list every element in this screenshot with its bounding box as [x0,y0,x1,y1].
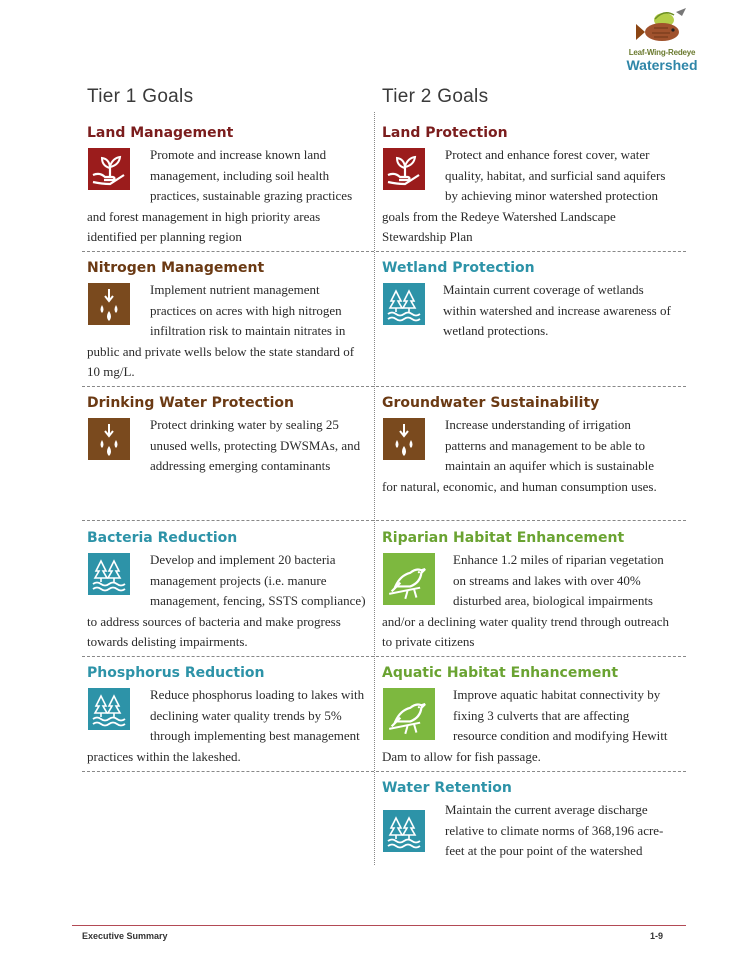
goal-text: Reduce phosphorus loading to lakes with declining water quality trends by 5% through implementing best management practices within the lakeshed. [87,687,365,764]
column-divider [374,112,375,865]
hand-plant-icon [383,148,425,190]
bird-branch-icon [383,688,435,740]
footer-section-label: Executive Summary [82,931,168,941]
tier2-heading: Tier 2 Goals [382,86,489,107]
goal-land-management [87,124,369,248]
goal-text: Maintain the current average discharge relative to climate norms of 368,196 acre-feet at the pour point of the watershed [445,802,664,859]
goal-text: Develop and implement 20 bacteria management projects (i.e. manure management, fencing, SSTS compliance) to address sources of bacteria and make progress towards delisting impairments. [87,552,366,650]
goal-nitrogen-management [87,259,369,383]
goal-groundwater-sustainability [382,394,672,497]
goal-phosphorus-reduction [87,664,369,767]
goal-title: Aquatic Habitat Enhancement [382,665,619,681]
trees-water-icon [383,810,425,852]
divider [376,771,686,772]
goal-drinking-water-protection [87,394,369,477]
goal-riparian-habitat-enhancement [382,529,672,653]
hand-plant-icon [88,148,130,190]
goal-text: Increase understanding of irrigation patterns and management to be able to maintain an aquifer which is sustainable for natural, economic, and human consumption uses. [382,417,657,494]
logo-line2: Watershed [626,57,698,73]
goal-title: Phosphorus Reduction [87,665,265,681]
trees-water-icon [383,283,425,325]
goal-title: Wetland Protection [382,260,535,276]
logo-line1: Leaf-Wing-Redeye [628,48,696,57]
page-number: 1-9 [650,931,664,941]
goal-land-protection [382,124,672,248]
tier1-heading: Tier 1 Goals [87,86,194,107]
goal-text: Enhance 1.2 miles of riparian vegetation on streams and lakes with over 40% disturbed area, biological impairments and/or a declining water quality trend through outreach to private citizens [382,552,669,650]
water-drops-icon [88,283,130,325]
watershed-logo [626,4,698,74]
goal-title: Land Protection [382,125,508,141]
divider [376,520,686,521]
trees-water-icon [88,553,130,595]
goal-title: Nitrogen Management [87,260,265,276]
goal-title: Land Management [87,125,234,141]
fish-leaf-bird-logo-icon [634,6,690,48]
goal-text: Improve aquatic habitat connectivity by fixing 3 culverts that are affecting resource condition and modifying Hewitt Dam to allow for fish passage. [382,687,668,764]
divider [376,251,686,252]
bird-branch-icon [383,553,435,605]
water-drops-icon [88,418,130,460]
goal-title: Water Retention [382,780,512,796]
goal-text: Maintain current coverage of wetlands within watershed and increase awareness of wetland protections. [443,282,671,339]
goal-title: Drinking Water Protection [87,395,294,411]
divider [376,386,686,387]
divider [82,386,374,387]
goal-wetland-protection [382,259,672,342]
goal-bacteria-reduction [87,529,369,653]
goal-text: Protect drinking water by sealing 25 unused wells, protecting DWSMAs, and addressing emerging contaminants [150,417,361,474]
divider [82,520,374,521]
goal-title: Bacteria Reduction [87,530,238,546]
goal-aquatic-habitat-enhancement [382,664,672,767]
footer-rule [72,925,686,926]
goal-text: Protect and enhance forest cover, water quality, habitat, and surficial sand aquifers by achieving minor watershed protection goals from the Redeye Watershed Landscape Stewardship Plan [382,147,666,245]
trees-water-icon [88,688,130,730]
divider [82,656,374,657]
goal-title: Groundwater Sustainability [382,395,600,411]
divider [376,656,686,657]
goal-water-retention [382,779,672,862]
goal-title: Riparian Habitat Enhancement [382,530,625,546]
goal-text: Promote and increase known land management, including soil health practices, sustainable grazing practices and forest management in high priority areas identified per planning region [87,147,353,245]
divider [82,251,374,252]
water-drops-icon [383,418,425,460]
divider [82,771,374,772]
goal-text: Implement nutrient management practices on acres with high nitrogen infiltration risk to maintain nitrates in public and private wells below the state standard of 10 mg/L. [87,282,355,380]
